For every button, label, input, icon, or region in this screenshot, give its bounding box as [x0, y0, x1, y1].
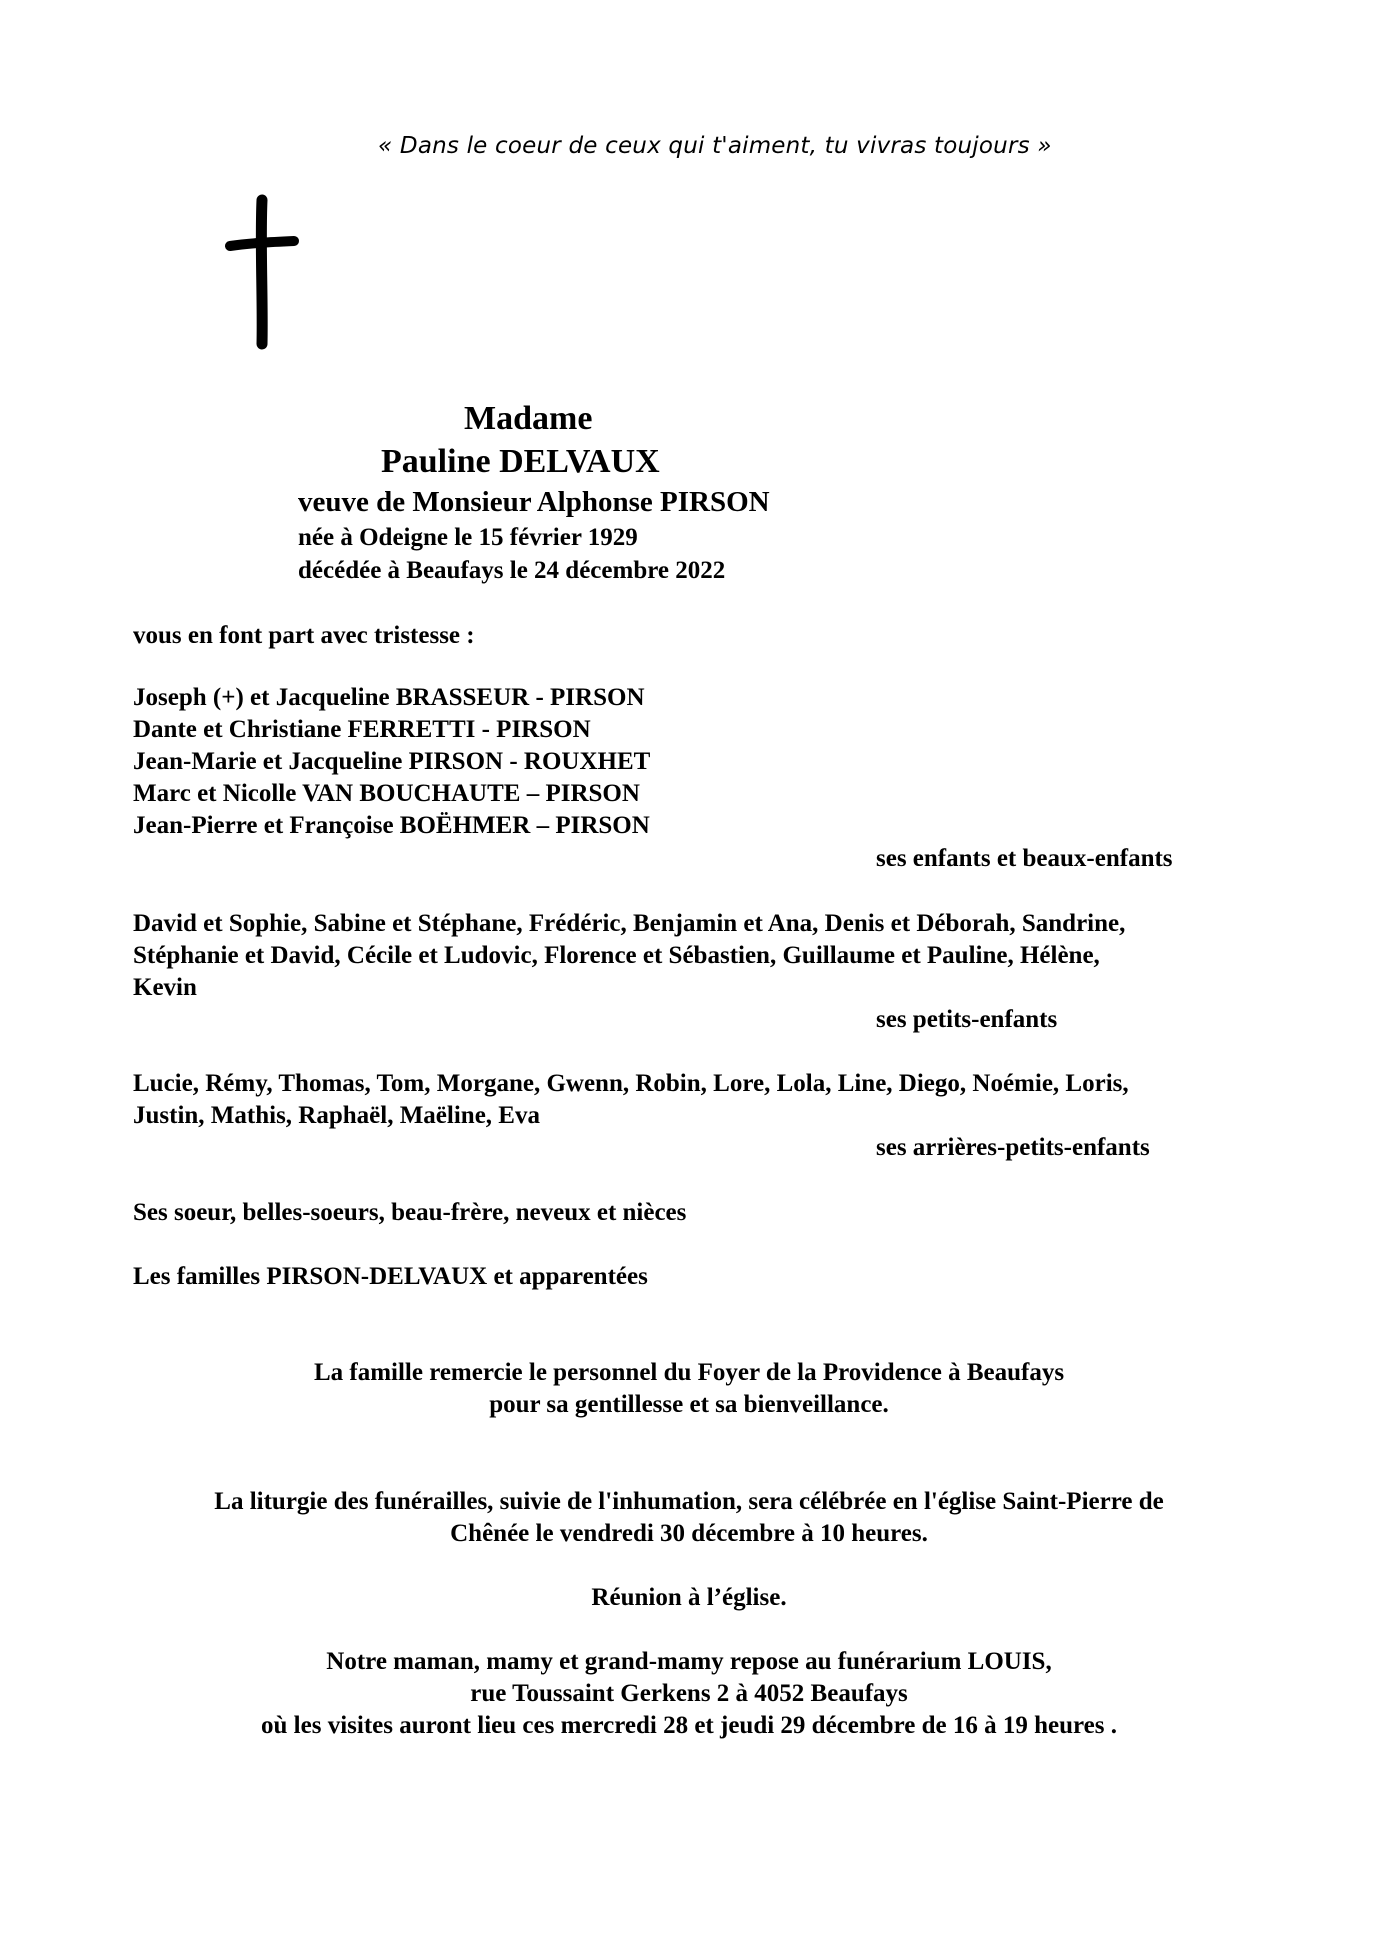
epitaph-quote: « Dans le coeur de ceux qui t'aiment, tu vivras toujours » [378, 133, 1052, 159]
death-info: décédée à Beaufays le 24 décembre 2022 [298, 557, 726, 584]
child-line: Jean-Pierre et Françoise BOËHMER – PIRSON [133, 812, 650, 839]
thanks-line: pour sa gentillesse et sa bienveillance. [489, 1391, 889, 1418]
widow-of: veuve de Monsieur Alphonse PIRSON [298, 486, 770, 518]
grandchildren-line: Stéphanie et David, Cécile et Ludovic, Florence et Sébastien, Guillaume et Pauline, Hélène, [133, 942, 1100, 969]
great-grandchildren-line: Lucie, Rémy, Thomas, Tom, Morgane, Gwenn, Robin, Lore, Lola, Line, Diego, Noémie, Loris, [133, 1070, 1129, 1097]
child-line: Joseph (+) et Jacqueline BRASSEUR - PIRSON [133, 684, 645, 711]
liturgy-line: La liturgie des funérailles, suivie de l'inhumation, sera célébrée en l'église Saint-Pierre de [214, 1488, 1164, 1515]
deceased-title: Madame [464, 400, 593, 437]
cross-icon [222, 194, 302, 354]
thanks-line: La famille remercie le personnel du Foyer de la Providence à Beaufays [313, 1359, 1065, 1386]
child-line: Marc et Nicolle VAN BOUCHAUTE – PIRSON [133, 780, 640, 807]
liturgy-line: Chênée le vendredi 30 décembre à 10 heures. [450, 1520, 928, 1547]
grandchildren-line: Kevin [133, 974, 197, 1001]
meeting-line: Réunion à l’église. [591, 1584, 787, 1611]
birth-info: née à Odeigne le 15 février 1929 [298, 524, 638, 551]
grandchildren-line: David et Sophie, Sabine et Stéphane, Frédéric, Benjamin et Ana, Denis et Déborah, Sandrine, [133, 910, 1126, 937]
funeral-home-line: où les visites auront lieu ces mercredi 28 et jeudi 29 décembre de 16 à 19 heures . [261, 1712, 1117, 1739]
great-grandchildren-label: ses arrières-petits-enfants [876, 1134, 1150, 1161]
deceased-name: Pauline DELVAUX [381, 443, 660, 480]
siblings-line: Ses soeur, belles-soeurs, beau-frère, neveux et nièces [133, 1199, 687, 1226]
families-line: Les familles PIRSON-DELVAUX et apparentées [133, 1263, 648, 1290]
funeral-home-line: rue Toussaint Gerkens 2 à 4052 Beaufays [470, 1680, 908, 1707]
child-line: Jean-Marie et Jacqueline PIRSON - ROUXHET [133, 748, 651, 775]
great-grandchildren-line: Justin, Mathis, Raphaël, Maëline, Eva [133, 1102, 540, 1129]
child-line: Dante et Christiane FERRETTI - PIRSON [133, 716, 591, 743]
funeral-home-line: Notre maman, mamy et grand-mamy repose au funérarium LOUIS, [326, 1648, 1052, 1675]
children-label: ses enfants et beaux-enfants [876, 845, 1173, 872]
intro-text: vous en font part avec tristesse : [133, 622, 475, 649]
grandchildren-label: ses petits-enfants [876, 1006, 1058, 1033]
